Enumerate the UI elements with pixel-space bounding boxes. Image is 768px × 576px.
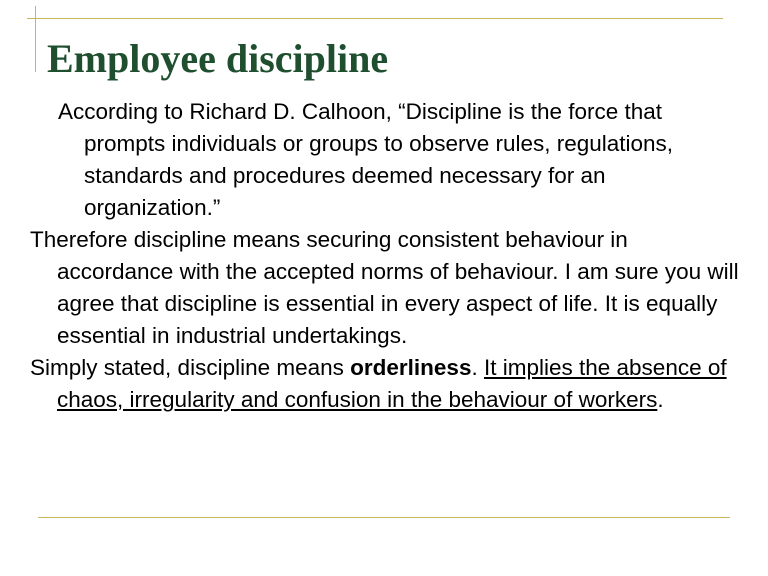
paragraph-consistent-behaviour: Therefore discipline means securing consistent behaviour in accordance with the accepted norms of behaviour. I am sure you will agree that discipline is essential in every aspect of life. It is equally essential in industrial undertakings. xyxy=(30,227,739,348)
orderliness-lead: Simply stated, discipline means xyxy=(30,355,351,380)
paragraph-orderliness xyxy=(0,352,740,416)
orderliness-end: . xyxy=(657,387,664,412)
orderliness-bold: orderliness xyxy=(350,355,472,380)
orderliness-underlined: It implies the absence of chaos, irregularity and confusion in the behaviour of workers xyxy=(57,355,727,412)
orderliness-after: . xyxy=(471,355,484,380)
top-rule xyxy=(27,18,723,19)
calhoon-quote: According to Richard D. Calhoon, “Discipline is the force that prompts individuals or groups to observe rules, regulations, standards and procedures deemed necessary for an organization.” xyxy=(58,99,674,220)
left-rule xyxy=(35,6,36,72)
slide-body xyxy=(0,96,740,416)
bottom-rule xyxy=(38,517,730,518)
slide-title: Employee discipline xyxy=(47,36,389,81)
